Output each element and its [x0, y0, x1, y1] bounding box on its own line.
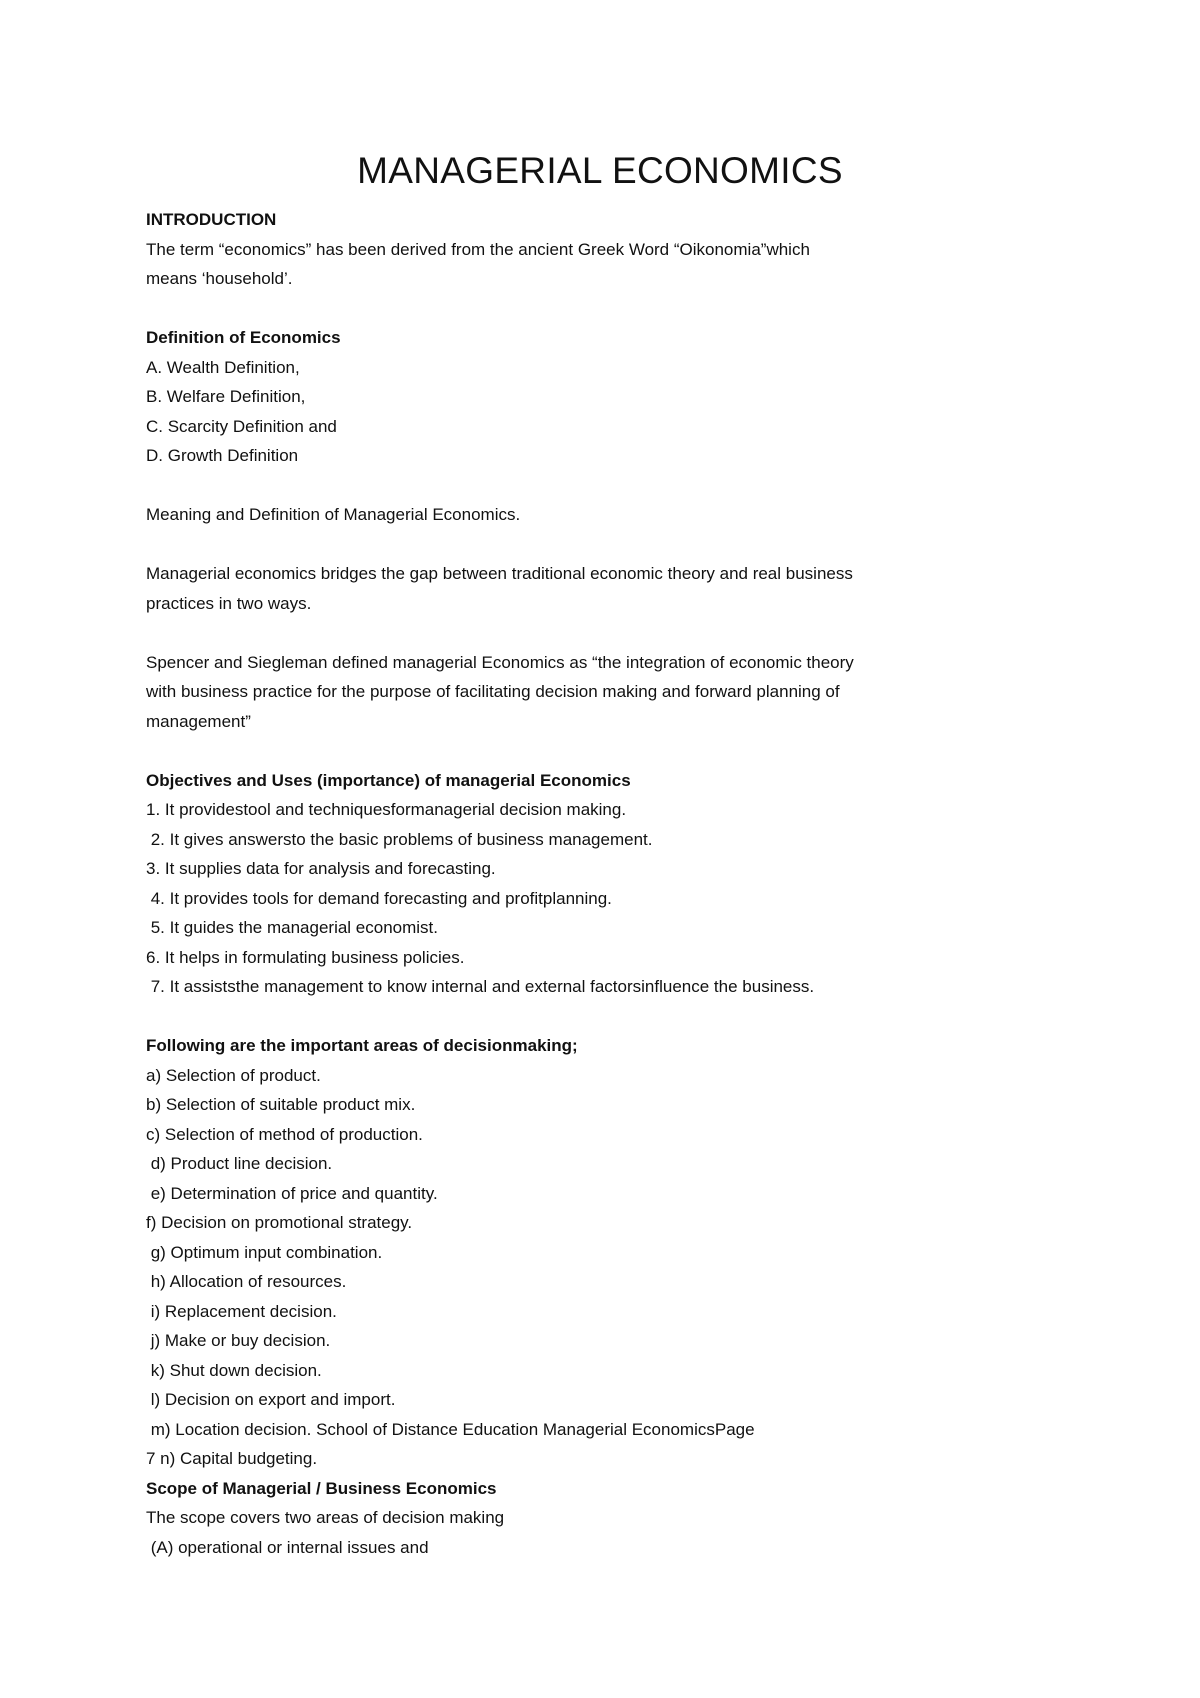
decision-area-item: 7 n) Capital budgeting. [146, 1449, 318, 1468]
decision-area-item: c) Selection of method of production. [146, 1124, 423, 1144]
objective-item: 1. It providestool and techniquesformanagerial decision making. [146, 800, 627, 819]
meaning-heading: Meaning and Definition of Managerial Economics. [146, 505, 521, 524]
scope-item: (A) operational or internal issues and [146, 1537, 429, 1557]
decision-area-item: j) Make or buy decision. [146, 1331, 331, 1350]
spacer [146, 1002, 1046, 1032]
document-title: MANAGERIAL ECONOMICS [357, 150, 843, 191]
spacer [146, 530, 1046, 560]
definition-item: B. Welfare Definition, [146, 387, 306, 406]
objective-item: 6. It helps in formulating business policies. [146, 947, 465, 967]
quote-paragraph-line: Spencer and Siegleman defined managerial Economics as “the integration of economic theory [146, 652, 854, 672]
objectives-heading: Objectives and Uses (importance) of managerial Economics [146, 770, 631, 790]
objective-item: 3. It supplies data for analysis and forecasting. [146, 859, 496, 878]
spacer [146, 294, 1046, 324]
definition-item: A. Wealth Definition, [146, 357, 300, 377]
spacer [146, 618, 1046, 648]
objective-item: 2. It gives answersto the basic problems of business management. [146, 829, 653, 849]
decision-area-item: d) Product line decision. [146, 1154, 333, 1173]
scope-heading: Scope of Managerial / Business Economics [146, 1478, 497, 1498]
definition-item: D. Growth Definition [146, 446, 299, 465]
intro-heading: INTRODUCTION [146, 210, 277, 229]
scope-item: The scope covers two areas of decision making [146, 1508, 505, 1527]
definitions-heading: Definition of Economics [146, 328, 341, 347]
decision-areas-heading: Following are the important areas of decisionmaking; [146, 1036, 578, 1055]
decision-area-item: f) Decision on promotional strategy. [146, 1213, 413, 1232]
decision-area-item: a) Selection of product. [146, 1065, 321, 1085]
decision-area-item: b) Selection of suitable product mix. [146, 1095, 416, 1114]
decision-area-item: i) Replacement decision. [146, 1301, 337, 1321]
intro-line: The term “economics” has been derived from the ancient Greek Word “Oikonomia”which [146, 239, 810, 259]
quote-paragraph-line: management” [146, 711, 251, 731]
intro-line: means ‘household’. [146, 269, 293, 288]
decision-area-item: h) Allocation of resources. [146, 1272, 347, 1291]
definition-item: C. Scarcity Definition and [146, 416, 337, 436]
meaning-paragraph-line: practices in two ways. [146, 593, 312, 613]
meaning-paragraph-line: Managerial economics bridges the gap between traditional economic theory and real business [146, 564, 853, 583]
quote-paragraph-line: with business practice for the purpose of facilitating decision making and forward planning of [146, 682, 840, 701]
decision-area-item: l) Decision on export and import. [146, 1390, 396, 1409]
spacer [146, 736, 1046, 766]
document-body [146, 205, 1046, 1562]
spacer [146, 471, 1046, 501]
decision-area-item: e) Determination of price and quantity. [146, 1183, 438, 1203]
decision-area-item: g) Optimum input combination. [146, 1242, 383, 1262]
decision-area-item: k) Shut down decision. [146, 1360, 322, 1380]
objective-item: 5. It guides the managerial economist. [146, 918, 438, 937]
decision-area-item: m) Location decision. School of Distance Education Managerial EconomicsPage [146, 1419, 755, 1439]
objective-item: 4. It provides tools for demand forecasting and profitplanning. [146, 888, 612, 908]
objective-item: 7. It assiststhe management to know internal and external factorsinfluence the business. [146, 977, 815, 996]
